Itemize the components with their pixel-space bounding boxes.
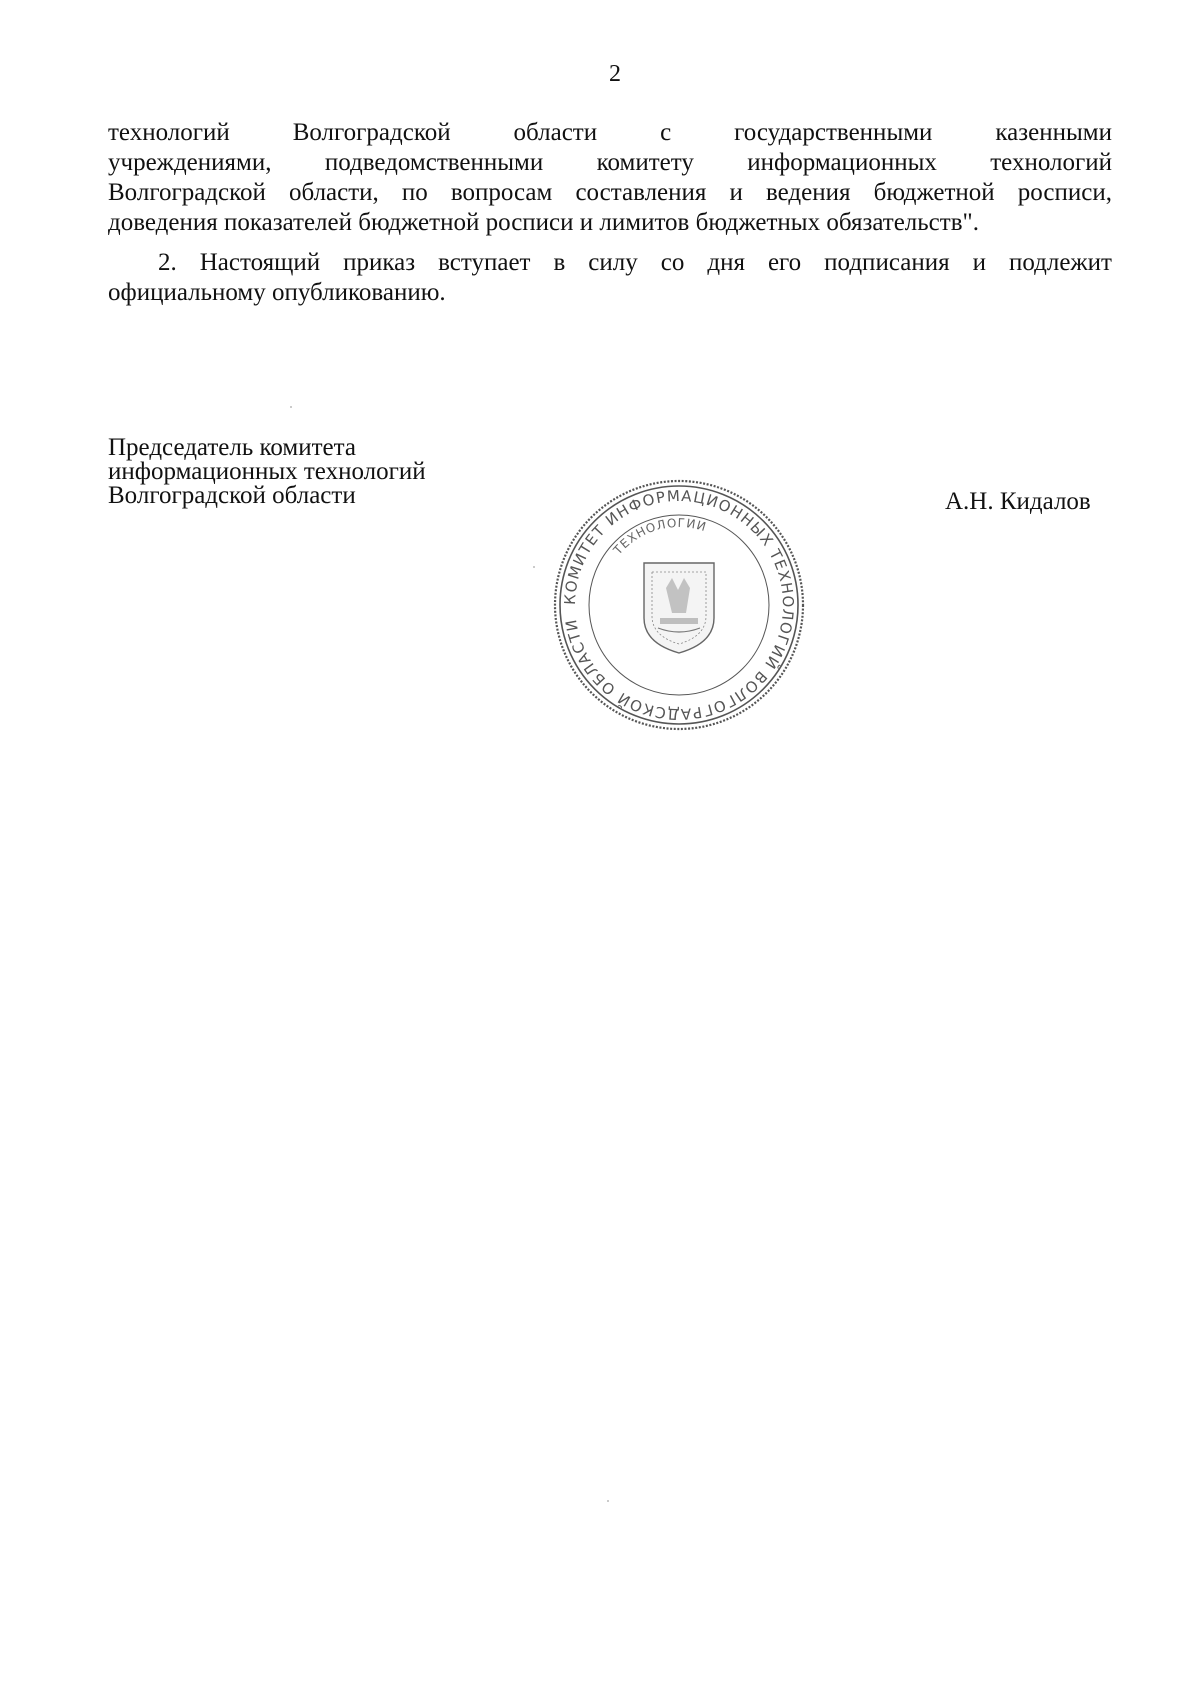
signatory-position-line: Волгоградской области bbox=[108, 482, 356, 509]
paragraph-1-line: Волгоградской области, по вопросам составления и ведения бюджетной росписи, bbox=[108, 179, 1112, 206]
svg-text:ТЕХНОЛОГИИ bbox=[610, 516, 708, 558]
scan-speck bbox=[290, 406, 292, 408]
official-seal-icon bbox=[548, 478, 810, 733]
scan-speck bbox=[607, 1500, 609, 1502]
signatory-position-line: информационных технологий bbox=[108, 458, 426, 485]
scan-speck bbox=[533, 566, 535, 568]
signer-name: А.Н. Кидалов bbox=[945, 488, 1091, 515]
paragraph-1-line: учреждениями, подведомственными комитету информационных технологий bbox=[108, 149, 1112, 176]
paragraph-1 bbox=[108, 118, 1112, 238]
seal-inner-text: ТЕХНОЛОГИИ bbox=[610, 515, 709, 558]
signatory-position bbox=[108, 436, 426, 508]
paragraph-2-line: официальному опубликованию. bbox=[108, 279, 446, 306]
paragraph-1-line: доведения показателей бюджетной росписи и лимитов бюджетных обязательств". bbox=[108, 209, 979, 236]
paragraph-1-line: технологий Волгоградской области с государственными казенными bbox=[108, 119, 1112, 146]
signatory-position-line: Председатель комитета bbox=[108, 434, 356, 461]
page-number: 2 bbox=[609, 61, 621, 87]
paragraph-2-line: 2. Настоящий приказ вступает в силу со дня его подписания и подлежит bbox=[158, 249, 1112, 276]
coat-of-arms-icon bbox=[644, 563, 714, 653]
seal-outer-text: КОМИТЕТ ИНФОРМАЦИОННЫХ ТЕХНОЛОГИЙ ВОЛГОГРАДСКОЙ ОБЛАСТИ bbox=[560, 486, 798, 724]
paragraph-2 bbox=[108, 248, 1112, 308]
